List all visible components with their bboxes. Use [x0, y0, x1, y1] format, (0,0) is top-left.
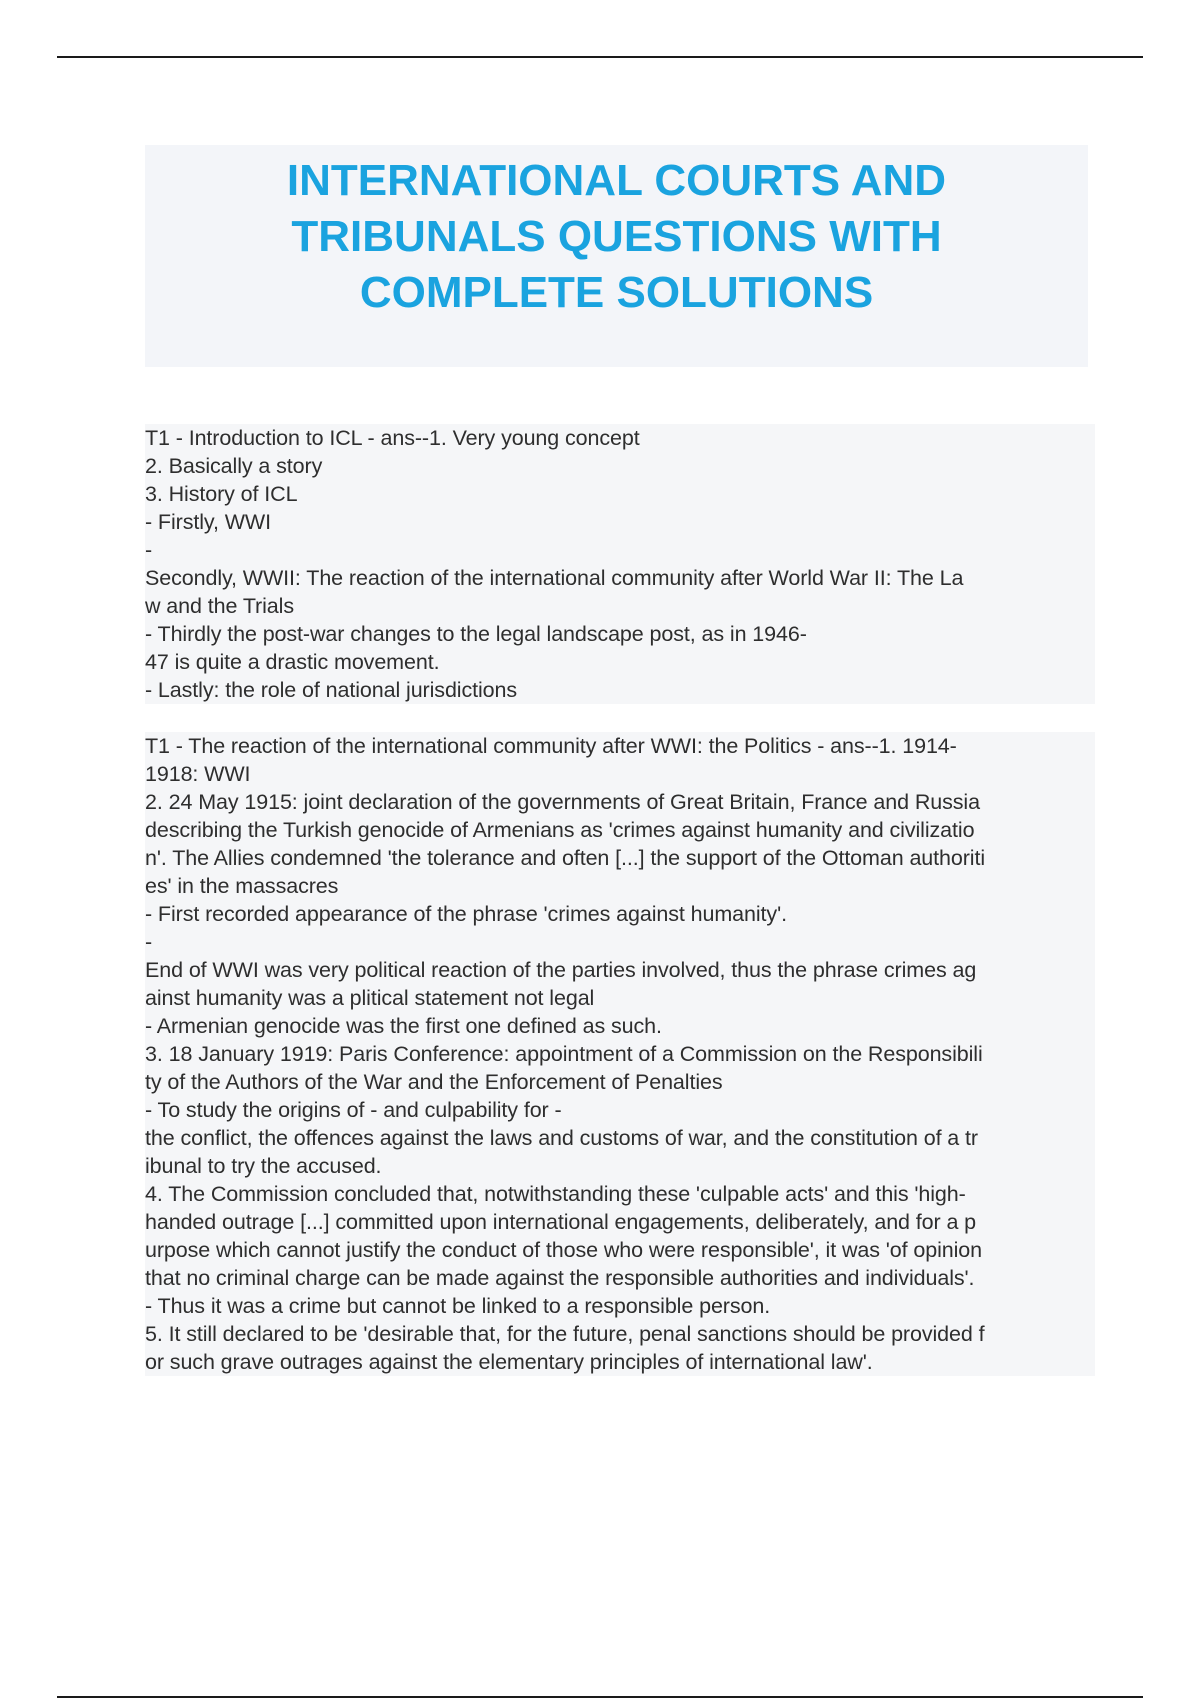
text-line: - — [145, 536, 1095, 564]
text-line: es' in the massacres — [145, 872, 1095, 900]
text-line: that no criminal charge can be made against the responsible authorities and individuals'. — [145, 1264, 1095, 1292]
document-body — [145, 424, 1095, 1376]
text-line: ty of the Authors of the War and the Enforcement of Penalties — [145, 1068, 1095, 1096]
text-line: urpose which cannot justify the conduct of those who were responsible', it was 'of opinion — [145, 1236, 1095, 1264]
text-line: describing the Turkish genocide of Armenians as 'crimes against humanity and civilizatio — [145, 816, 1095, 844]
title-line-2: TRIBUNALS QUESTIONS WITH — [291, 212, 942, 261]
text-line: 1918: WWI — [145, 760, 1095, 788]
paragraph-gap — [145, 704, 1095, 732]
text-line: w and the Trials — [145, 592, 1095, 620]
text-line: n'. The Allies condemned 'the tolerance and often [...] the support of the Ottoman authoriti — [145, 844, 1095, 872]
text-line: 4. The Commission concluded that, notwithstanding these 'culpable acts' and this 'high- — [145, 1180, 1095, 1208]
text-line: - To study the origins of - and culpability for - — [145, 1096, 1095, 1124]
text-line: handed outrage [...] committed upon international engagements, deliberately, and for a p — [145, 1208, 1095, 1236]
text-line: - Armenian genocide was the first one defined as such. — [145, 1012, 1095, 1040]
text-line: 2. Basically a story — [145, 452, 1095, 480]
text-line: - Firstly, WWI — [145, 508, 1095, 536]
top-rule — [57, 56, 1143, 58]
text-line: 2. 24 May 1915: joint declaration of the governments of Great Britain, France and Russia — [145, 788, 1095, 816]
text-line: T1 - The reaction of the international community after WWI: the Politics - ans--1. 1914- — [145, 732, 1095, 760]
text-line: ibunal to try the accused. — [145, 1152, 1095, 1180]
text-line: 3. History of ICL — [145, 480, 1095, 508]
text-line: T1 - Introduction to ICL - ans--1. Very young concept — [145, 424, 1095, 452]
text-line: - Thus it was a crime but cannot be linked to a responsible person. — [145, 1292, 1095, 1320]
bottom-rule — [57, 1696, 1143, 1698]
text-line: - — [145, 928, 1095, 956]
text-line: End of WWI was very political reaction of the parties involved, thus the phrase crimes ag — [145, 956, 1095, 984]
title-line-1: INTERNATIONAL COURTS AND — [286, 156, 947, 205]
text-line: 3. 18 January 1919: Paris Conference: appointment of a Commission on the Responsibili — [145, 1040, 1095, 1068]
text-line: the conflict, the offences against the laws and customs of war, and the constitution of a tr — [145, 1124, 1095, 1152]
title-line-3: COMPLETE SOLUTIONS — [359, 268, 874, 317]
text-line: 47 is quite a drastic movement. — [145, 648, 1095, 676]
text-line: - Thirdly the post-war changes to the legal landscape post, as in 1946- — [145, 620, 1095, 648]
text-line: or such grave outrages against the elementary principles of international law'. — [145, 1348, 1095, 1376]
text-line: Secondly, WWII: The reaction of the international community after World War II: The La — [145, 564, 1095, 592]
text-line: - Lastly: the role of national jurisdictions — [145, 676, 1095, 704]
text-line: ainst humanity was a plitical statement not legal — [145, 984, 1095, 1012]
title-banner — [145, 145, 1088, 367]
text-line: 5. It still declared to be 'desirable that, for the future, penal sanctions should be provided f — [145, 1320, 1095, 1348]
text-line: - First recorded appearance of the phrase 'crimes against humanity'. — [145, 900, 1095, 928]
